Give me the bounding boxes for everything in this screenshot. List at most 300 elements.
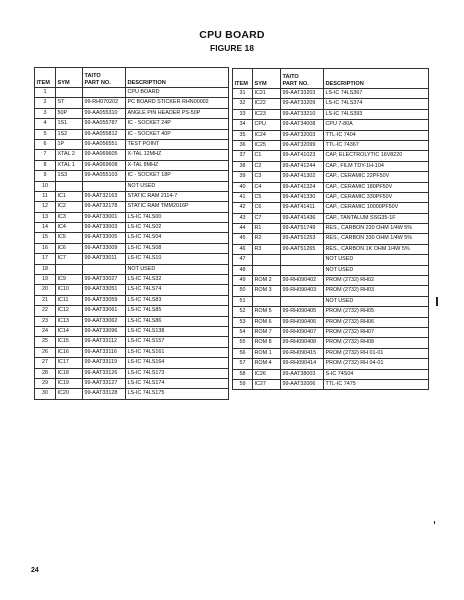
item-cell: 20 [35, 285, 56, 295]
sym-cell: C1 [253, 151, 281, 161]
item-cell: 22 [35, 306, 56, 316]
part-number-cell [281, 255, 324, 265]
item-cell: 50 [233, 286, 253, 296]
sym-cell: IC11 [56, 295, 83, 305]
sym-cell: IC17 [56, 358, 83, 368]
sym-cell [253, 296, 281, 306]
part-number-cell: 99-AAT51253 [281, 234, 324, 244]
description-cell: NOT USED [126, 181, 229, 191]
item-cell: 40 [233, 182, 253, 192]
description-cell: IC - SOCKET 24P [126, 119, 229, 129]
description-cell: STATIC RAM TMM2016P [126, 202, 229, 212]
parts-table-right-body [233, 89, 429, 390]
item-cell: 35 [233, 130, 253, 140]
item-cell: 56 [233, 348, 253, 358]
table-row [35, 326, 229, 336]
sym-cell: IC1 [56, 191, 83, 201]
col-header-description: DESCRIPTION [126, 68, 229, 88]
part-number-cell: 99-AAT41411 [281, 203, 324, 213]
description-cell: LS-IC 74LS174 [126, 378, 229, 388]
part-number-cell: 99-AAT32099 [281, 140, 324, 150]
part-number-cell: 99-AAT32163 [83, 191, 126, 201]
table-row [35, 295, 229, 305]
table-row [233, 151, 429, 161]
part-number-cell: 99-AAT38003 [281, 369, 324, 379]
table-row [35, 223, 229, 233]
item-cell: 14 [35, 223, 56, 233]
item-cell: 34 [233, 120, 253, 130]
description-cell: PROM (2732) RH05 [324, 307, 429, 317]
sym-cell: ROM 5 [253, 307, 281, 317]
sym-cell: ST [56, 98, 83, 108]
sym-cell: IC20 [56, 389, 83, 399]
part-number-cell: 99-RH090407 [281, 327, 324, 337]
part-number-cell: 99-AAT51265 [281, 244, 324, 254]
item-cell: 42 [233, 203, 253, 213]
description-cell: CAP., FILM TDY-1H-104 [324, 161, 429, 171]
item-cell: 25 [35, 337, 56, 347]
sym-cell [253, 255, 281, 265]
item-cell: 52 [233, 307, 253, 317]
table-row [233, 244, 429, 254]
scan-mark [436, 297, 438, 306]
sym-cell: IC2 [56, 202, 83, 212]
item-cell: 4 [35, 119, 56, 129]
page-title: CPU BOARD [199, 29, 265, 41]
part-number-cell: 99-AAT33116 [83, 347, 126, 357]
description-cell: LS-IC 74LS83 [126, 295, 229, 305]
table-row [233, 109, 429, 119]
item-cell: 53 [233, 317, 253, 327]
part-number-cell: 99-AA055310 [83, 108, 126, 118]
part-number-cell [83, 264, 126, 274]
description-cell: TTL-IC 74367 [324, 140, 429, 150]
part-number-cell: 99-AAT33005 [83, 233, 126, 243]
item-cell: 16 [35, 243, 56, 253]
part-number-cell: 99-RH070202 [83, 98, 126, 108]
sym-cell: IC7 [56, 254, 83, 264]
table-row [233, 120, 429, 130]
item-cell: 48 [233, 265, 253, 275]
sym-cell: IC4 [56, 223, 83, 233]
scan-mark [434, 521, 435, 524]
part-number-cell: 99-AAT33009 [83, 243, 126, 253]
table-row [35, 191, 229, 201]
col-header-sym: SYM [253, 69, 281, 89]
page-number: 24 [31, 567, 39, 574]
table-row [35, 378, 229, 388]
part-number-cell: 99-AAT32006 [281, 379, 324, 389]
col-header-description: DESCRIPTION [324, 69, 429, 89]
sym-cell [56, 181, 83, 191]
part-number-cell: 99-RH090402 [281, 276, 324, 286]
item-cell: 47 [233, 255, 253, 265]
item-cell: 19 [35, 275, 56, 285]
table-row [233, 327, 429, 337]
col-header-part [83, 68, 126, 88]
col-header-sym: SYM [56, 68, 83, 88]
part-number-cell: 99-AAT41302 [281, 172, 324, 182]
sym-cell: IC12 [56, 306, 83, 316]
description-cell: CAP, ELECTROLYTIC 16V8220 [324, 151, 429, 161]
table-row [35, 212, 229, 222]
description-cell: LS-IC 74LS164 [126, 358, 229, 368]
parts-table-left [34, 67, 229, 400]
sym-cell: IC6 [56, 243, 83, 253]
item-cell: 6 [35, 139, 56, 149]
item-cell: 15 [35, 233, 56, 243]
item-cell: 26 [35, 347, 56, 357]
description-cell: CAP., TANTALUM SSG35-1F [324, 213, 429, 223]
sym-cell: 1S2 [56, 129, 83, 139]
description-cell: X-TAL 8MHZ [126, 160, 229, 170]
part-number-cell: 99-AAT33003 [83, 223, 126, 233]
part-number-cell: 99-AAT33126 [83, 368, 126, 378]
description-cell: CPU BOARD [126, 88, 229, 98]
table-row [233, 172, 429, 182]
table-row [233, 369, 429, 379]
description-cell: PROM (2732) RH03 [324, 286, 429, 296]
table-row [35, 233, 229, 243]
description-cell: TTL-IC 7404 [324, 130, 429, 140]
sym-cell: IC18 [56, 368, 83, 378]
description-cell: LS-IC 74LS374 [324, 99, 429, 109]
table-row [233, 89, 429, 99]
table-row [35, 171, 229, 181]
sym-cell: C7 [253, 213, 281, 223]
part-number-cell: 99-AA055787 [83, 119, 126, 129]
table-row [35, 285, 229, 295]
item-cell: 23 [35, 316, 56, 326]
sym-cell: IC15 [56, 337, 83, 347]
table-row [35, 202, 229, 212]
part-number-cell: 99-AAT41244 [281, 161, 324, 171]
sym-cell: IC9 [56, 275, 83, 285]
item-cell: 33 [233, 109, 253, 119]
table-header-row [233, 69, 429, 89]
table-row [233, 286, 429, 296]
sym-cell: IC13 [56, 316, 83, 326]
description-cell: NOT USED [324, 255, 429, 265]
table-row [233, 296, 429, 306]
description-cell: X-TAL 12MHZ [126, 150, 229, 160]
parts-table-left-body [35, 88, 229, 400]
sym-cell: ROM 7 [253, 327, 281, 337]
table-row [233, 276, 429, 286]
figure-label: FIGURE 18 [210, 43, 254, 53]
table-row [233, 130, 429, 140]
item-cell: 10 [35, 181, 56, 191]
table-header-row [35, 68, 229, 88]
part-number-cell: 99-AA055103 [83, 171, 126, 181]
part-number-cell: 99-AA069608 [83, 160, 126, 170]
description-cell: LS-IC 74LS74 [126, 285, 229, 295]
sym-cell: IC25 [253, 140, 281, 150]
item-cell: 58 [233, 369, 253, 379]
description-cell: PROM (2732) RH02 [324, 276, 429, 286]
item-cell: 3 [35, 108, 56, 118]
table-row [35, 139, 229, 149]
part-number-cell: 99-AAT33203 [281, 89, 324, 99]
table-row [35, 347, 229, 357]
item-cell: 28 [35, 368, 56, 378]
description-cell: LS-IC 74LS173 [126, 368, 229, 378]
sym-cell: IC10 [56, 285, 83, 295]
table-row [233, 265, 429, 275]
item-cell: 51 [233, 296, 253, 306]
item-cell: 39 [233, 172, 253, 182]
item-cell: 46 [233, 244, 253, 254]
description-cell: LS-IC 74LS00 [126, 212, 229, 222]
part-number-cell: 99-AAT32003 [281, 130, 324, 140]
description-cell: PROM (2732) RH 01-01 [324, 348, 429, 358]
table-row [35, 88, 229, 98]
sym-cell: IC14 [56, 326, 83, 336]
item-cell: 32 [233, 99, 253, 109]
table-row [35, 160, 229, 170]
part-number-cell: 99-AAT51749 [281, 224, 324, 234]
sym-cell [56, 88, 83, 98]
table-row [233, 192, 429, 202]
table-row [35, 368, 229, 378]
description-cell: CAP., CERAMIC 180PF50V [324, 182, 429, 192]
description-cell: NOT USED [324, 265, 429, 275]
sym-cell: IC22 [253, 99, 281, 109]
sym-cell: C6 [253, 203, 281, 213]
description-cell: IC - SOCKET 40P [126, 129, 229, 139]
sym-cell: IC16 [56, 347, 83, 357]
table-row [35, 264, 229, 274]
table-row [35, 306, 229, 316]
parts-table-right [232, 68, 429, 390]
part-number-cell: 99-AA056551 [83, 139, 126, 149]
item-cell: 31 [233, 89, 253, 99]
col-header-part [281, 69, 324, 89]
description-cell: RES., CARBON 220 OHM 1/4W 5% [324, 224, 429, 234]
description-cell: STATIC RAM 2114-7 [126, 191, 229, 201]
sym-cell [56, 264, 83, 274]
item-cell: 36 [233, 140, 253, 150]
table-row [233, 359, 429, 369]
sym-cell: IC23 [253, 109, 281, 119]
sym-cell: IC5 [56, 233, 83, 243]
description-cell: S-IC 74S04 [324, 369, 429, 379]
col-header-item: ITEM [233, 69, 253, 89]
sym-cell: IC26 [253, 369, 281, 379]
sym-cell: XTAL 1 [56, 160, 83, 170]
description-cell: LS-IC 74LS02 [126, 223, 229, 233]
sym-cell [253, 265, 281, 275]
sym-cell: CPU [253, 120, 281, 130]
table-row [35, 358, 229, 368]
sym-cell: C5 [253, 192, 281, 202]
item-cell: 21 [35, 295, 56, 305]
item-cell: 12 [35, 202, 56, 212]
description-cell: TTL-IC 7475 [324, 379, 429, 389]
table-row [35, 389, 229, 399]
item-cell: 43 [233, 213, 253, 223]
table-row [35, 243, 229, 253]
part-number-cell: 99-AA069605 [83, 150, 126, 160]
part-number-cell: 99-AAT41436 [281, 213, 324, 223]
part-number-cell: 99-AAT33119 [83, 358, 126, 368]
table-row [233, 255, 429, 265]
part-number-cell: 99-AAT41330 [281, 192, 324, 202]
table-row [35, 254, 229, 264]
description-cell: LS-IC 74LS157 [126, 337, 229, 347]
item-cell: 37 [233, 151, 253, 161]
sym-cell: ROM 2 [253, 276, 281, 286]
item-cell: 44 [233, 224, 253, 234]
item-cell: 38 [233, 161, 253, 171]
part-number-cell: 99-AAT33011 [83, 254, 126, 264]
part-number-cell [83, 88, 126, 98]
item-cell: 9 [35, 171, 56, 181]
part-number-cell: 99-AAT33062 [83, 316, 126, 326]
item-cell: 45 [233, 234, 253, 244]
part-number-cell: 99-AAT32178 [83, 202, 126, 212]
sym-cell: R3 [253, 244, 281, 254]
item-cell: 18 [35, 264, 56, 274]
part-number-cell: 99-AAT33027 [83, 275, 126, 285]
table-row [233, 348, 429, 358]
part-number-cell: 99-AAT34008 [281, 120, 324, 130]
part-number-cell: 99-AAT41324 [281, 182, 324, 192]
part-number-cell: 99-AAT33210 [281, 109, 324, 119]
part-number-cell: 99-AAT33128 [83, 389, 126, 399]
sym-cell: IC21 [253, 89, 281, 99]
part-number-cell: 99-RH090415 [281, 348, 324, 358]
description-cell: IC - SOCKET 18P [126, 171, 229, 181]
table-row [35, 119, 229, 129]
col-header-item: ITEM [35, 68, 56, 88]
table-row [233, 182, 429, 192]
sym-cell: C3 [253, 172, 281, 182]
sym-cell: IC24 [253, 130, 281, 140]
table-row [35, 275, 229, 285]
item-cell: 59 [233, 379, 253, 389]
table-row [233, 338, 429, 348]
part-number-cell: 99-RH090414 [281, 359, 324, 369]
part-number-cell [83, 181, 126, 191]
description-cell: CAP., CERAMIC 330PF50V [324, 192, 429, 202]
part-number-cell: 99-RH090406 [281, 317, 324, 327]
description-cell: LS-IC 74LS161 [126, 347, 229, 357]
part-number-cell: 99-AAT41023 [281, 151, 324, 161]
table-row [233, 234, 429, 244]
description-cell: LS-IC 74LS04 [126, 233, 229, 243]
sym-cell: XTAL 2 [56, 150, 83, 160]
sym-cell: 50P [56, 108, 83, 118]
description-cell: NOT USED [324, 296, 429, 306]
col-header-part-line2: PART NO. [282, 80, 309, 87]
item-cell: 57 [233, 359, 253, 369]
sym-cell: IC3 [56, 212, 83, 222]
part-number-cell: 99-AAT33059 [83, 295, 126, 305]
table-row [35, 181, 229, 191]
part-number-cell: 99-AA055812 [83, 129, 126, 139]
sym-cell: ROM 1 [253, 348, 281, 358]
sym-cell: ROM 4 [253, 359, 281, 369]
description-cell: PROM (2732) RH08 [324, 338, 429, 348]
part-number-cell [281, 296, 324, 306]
description-cell: LS-IC 74LS85 [126, 306, 229, 316]
sym-cell: R1 [253, 224, 281, 234]
sym-cell: C4 [253, 182, 281, 192]
part-number-cell: 99-AAT33209 [281, 99, 324, 109]
description-cell: LS-IC 74LS86 [126, 316, 229, 326]
sym-cell: IC27 [253, 379, 281, 389]
description-cell: CAP., CERAMIC 10000PF50V [324, 203, 429, 213]
item-cell: 24 [35, 326, 56, 336]
part-number-cell: 99-RH090403 [281, 286, 324, 296]
sym-cell: ROM 8 [253, 338, 281, 348]
col-header-part-line1: TAITO [84, 73, 101, 80]
table-row [233, 161, 429, 171]
item-cell: 54 [233, 327, 253, 337]
description-cell: PROM (2732) RH07 [324, 327, 429, 337]
sym-cell: 1S3 [56, 171, 83, 181]
table-row [35, 108, 229, 118]
part-number-cell: 99-RH090405 [281, 307, 324, 317]
item-cell: 29 [35, 378, 56, 388]
table-row [233, 379, 429, 389]
sym-cell: IC19 [56, 378, 83, 388]
item-cell: 55 [233, 338, 253, 348]
item-cell: 5 [35, 129, 56, 139]
part-number-cell [281, 265, 324, 275]
item-cell: 49 [233, 276, 253, 286]
item-cell: 2 [35, 98, 56, 108]
description-cell: LS-IC 74LS367 [324, 89, 429, 99]
item-cell: 1 [35, 88, 56, 98]
description-cell: PROM (2732) RH 04-01 [324, 359, 429, 369]
description-cell: NOT USED [126, 264, 229, 274]
item-cell: 41 [233, 192, 253, 202]
part-number-cell: 99-AAT33051 [83, 285, 126, 295]
table-row [233, 213, 429, 223]
table-row [35, 337, 229, 347]
description-cell: LS-IC 74LS32 [126, 275, 229, 285]
description-cell: CPU 7-80A [324, 120, 429, 130]
description-cell: LS-IC 74LS10 [126, 254, 229, 264]
description-cell: PROM (2732) RH06 [324, 317, 429, 327]
item-cell: 30 [35, 389, 56, 399]
table-row [233, 203, 429, 213]
table-row [233, 307, 429, 317]
sym-cell: C2 [253, 161, 281, 171]
description-cell: RES., CARBON 1K OHM 1/4W 5% [324, 244, 429, 254]
description-cell: ANGLE PIN HEADER PS-50P [126, 108, 229, 118]
table-row [35, 129, 229, 139]
description-cell: LS-IC 74LS175 [126, 389, 229, 399]
table-row [35, 98, 229, 108]
description-cell: TEST POINT [126, 139, 229, 149]
part-number-cell: 99-AAT33061 [83, 306, 126, 316]
description-cell: CAP., CERAMIC 22PF50V [324, 172, 429, 182]
item-cell: 27 [35, 358, 56, 368]
part-number-cell: 99-AAT33127 [83, 378, 126, 388]
item-cell: 8 [35, 160, 56, 170]
table-row [35, 150, 229, 160]
item-cell: 17 [35, 254, 56, 264]
item-cell: 13 [35, 212, 56, 222]
table-row [233, 317, 429, 327]
description-cell: PC BOARD STICKER RHN00002 [126, 98, 229, 108]
sym-cell: ROM 3 [253, 286, 281, 296]
sym-cell: R2 [253, 234, 281, 244]
sym-cell: 1P [56, 139, 83, 149]
